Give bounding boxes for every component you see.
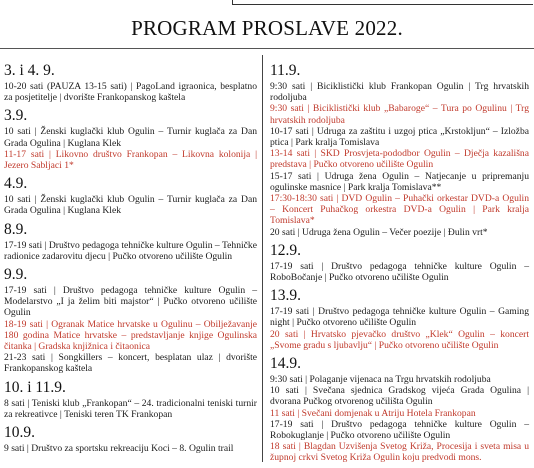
event-entry: 11 sati | Svečani domjenak u Atriju Hotela Frankopan: [270, 407, 476, 419]
date-block: [270, 287, 529, 351]
date-block: [4, 221, 257, 262]
event-entry: 18 sati | Blagdan Uzvišenja Svetog Križa, Procesija i sveta misa u župnoj crkvi Svetog Križa Ogulin koju predvodi mons.: [270, 441, 529, 464]
event-entry: 10 sati | Svečana sjednica Gradskog vijeća Grada Ogulina | dvorana Pučkog otvorenog učilišta Ogulin: [270, 385, 529, 408]
top-rule: [0, 0, 534, 4]
event-entry: 10-17 sati | Udruga za zaštitu i uzgoj ptica „Krstokljun“ – Izložba ptica | Park kralja Tomislava: [270, 125, 529, 149]
event-entry: 10-20 sati (PAUZA 13-15 sati) | PagoLand igraonica, besplatno za posjetitelje | dvorište Frankopanskog kaštela: [4, 81, 257, 104]
event-entry: 20 sati | Hrvatsko pjevačko društvo „Klek“ Ogulin – koncert „Svome gradu s ljubavlju“ | Pučko otvoreno učilište Ogulin: [270, 328, 529, 351]
event-entry: 9:30 sati | Polaganje vijenaca na Trgu hrvatskih rodoljuba: [270, 374, 491, 386]
event-entry: 10 sati | Ženski kuglački klub Ogulin – Turnir kuglača za Dan Grada Ogulina | Kuglana Klek: [4, 126, 257, 149]
event-entry: 15-17 sati | Udruga žena Ogulin – Natjecanje u pripremanju ogulinske masnice | Park kralja Tomislava**: [270, 170, 529, 193]
date-block: [4, 379, 257, 420]
title-rule: [0, 48, 534, 49]
event-entry: 20 sati | Udruga žena Ogulin – Večer poezije | Đulin vrt*: [270, 226, 488, 238]
event-date: 12.9.: [270, 241, 301, 259]
date-block: [4, 175, 257, 216]
event-entry: 17-19 sati | Društvo pedagoga tehničke kulture Ogulin – Modelarstvo „I ja želim biti majstor“ | Pučko otvoreno učilište Ogulin: [4, 285, 257, 319]
event-entry: 10 sati | Ženski kuglački klub Ogulin – Turnir kuglača za Dan Grada Ogulina | Kuglana Klek: [4, 194, 257, 217]
event-date: 8.9.: [4, 220, 28, 238]
event-date: 14.9.: [270, 355, 301, 373]
event-entry: 11-17 sati | Likovno društvo Frankopan – Likovna kolonija | Jezero Sabljaci 1*: [4, 148, 257, 172]
event-entry: 9:30 sati | Biciklistički klub Frankopan Ogulin | Trg hrvatskih rodoljuba: [270, 81, 529, 104]
event-date: 10.9.: [4, 424, 35, 442]
event-date: 13.9.: [270, 287, 301, 305]
left-column: [4, 60, 257, 458]
event-entry: 9:30 sati | Biciklistički klub „Babaroge“ – Tura po Ogulinu | Trg hrvatskih rodoljuba: [270, 103, 529, 126]
top-frame-line: [232, 0, 533, 5]
date-block: [4, 62, 257, 103]
event-entry: 8 sati | Teniski klub „Frankopan“ – 24. tradicionalni teniski turnir za rekreativce | Teniski teren TK Frankopan: [4, 397, 257, 420]
date-block: [270, 242, 529, 283]
date-block: [270, 355, 529, 464]
date-block: [4, 266, 257, 375]
event-entry: 17-19 sati | Društvo pedagoga tehničke kulture Ogulin – RoboBočanje | Pučko otvoreno učilište Ogulin: [270, 260, 529, 284]
event-entry: 21-23 sati | Songkillers – koncert, besplatan ulaz | dvorište Frankopanskog kaštela: [4, 352, 257, 375]
date-block: [4, 107, 257, 171]
event-date: 3.9.: [4, 107, 28, 125]
event-date: 11.9.: [270, 62, 301, 79]
event-entry: 17-19 sati | Društvo pedagoga tehničke kulture Ogulin – Tehničke radionice zadarovitu djecu | Pučko otvoreno učilište Ogulin: [4, 239, 257, 262]
event-date: 4.9.: [4, 175, 28, 193]
event-date: 10. i 11.9.: [4, 378, 66, 396]
page-title: PROGRAM PROSLAVE 2022.: [131, 16, 403, 40]
date-block: [270, 62, 529, 238]
column-divider: [262, 55, 263, 462]
event-entry: 18-19 sati | Ogranak Matice hrvatske u Ogulinu – Obilježavanje 180 godina Matice hrvatske – predstavljanje knjige Ogulinska čitanka | Gradska knjižnica i čitaonica: [4, 318, 257, 353]
event-date: 9.9.: [4, 266, 28, 284]
event-entry: 17:30-18:30 sati | DVD Ogulin – Puhački orkestar DVD-a Ogulin – Koncert Puhačkog orkestra DVD-a Ogulin | Park kralja Tomislava*: [270, 193, 529, 227]
event-entry: 13-14 sati | SKD Prosvjeta-pododbor Ogulin – Dječja kazališna predstava | Pučko otvoreno učilište Ogulin: [270, 148, 529, 171]
event-entry: 17-19 sati | Društvo pedagoga tehničke kulture Ogulin – Robokuglanje | Pučko otvoreno učilište Ogulin: [270, 418, 529, 442]
event-entry: 17-19 sati | Društvo pedagoga tehničke kulture Ogulin – Gaming night | Pučko otvoreno učilište Ogulin: [270, 306, 529, 329]
right-column: [270, 60, 529, 468]
event-date: 3. i 4. 9.: [4, 62, 55, 79]
date-block: [4, 424, 257, 454]
event-entry: 9 sati | Društvo za sportsku rekreaciju Koci – 8. Ogulin trail: [4, 443, 234, 455]
